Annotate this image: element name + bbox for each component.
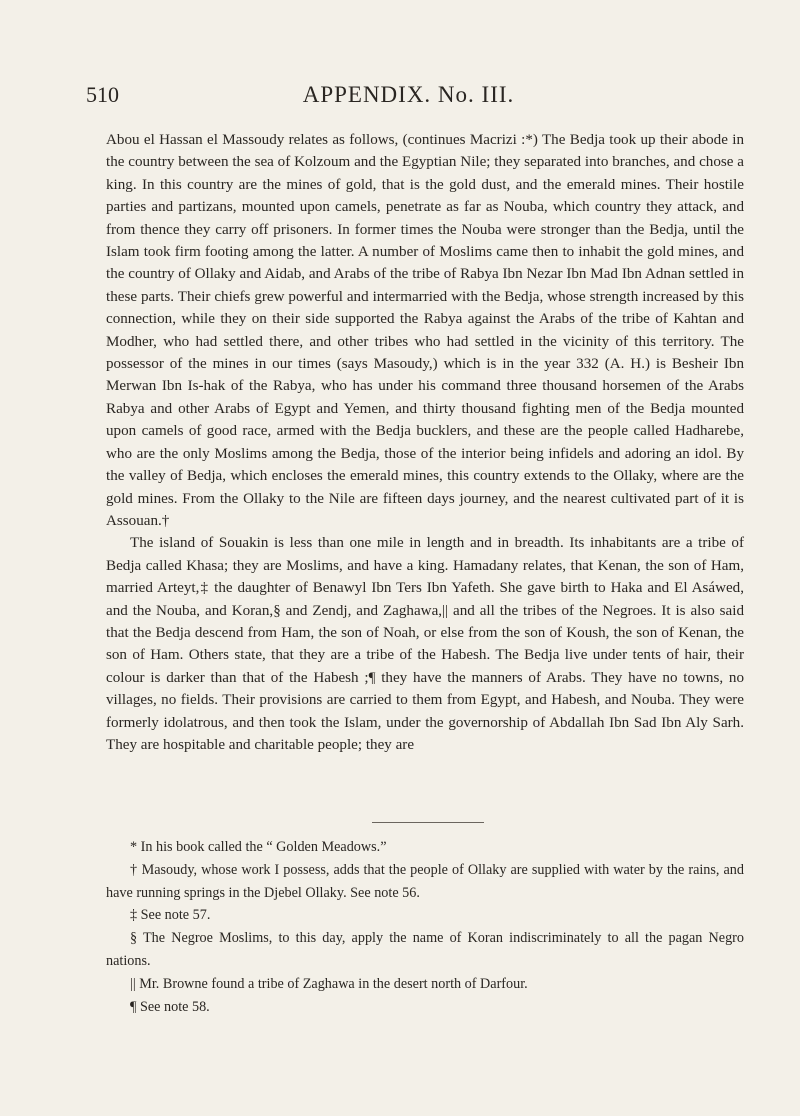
footnotes	[106, 836, 744, 1018]
page-header	[86, 82, 731, 116]
footnote: ‡ See note 57.	[130, 907, 211, 924]
footnote-rule	[372, 822, 484, 823]
footnote: † Masoudy, whose work I possess, adds that the people of Ollaky are supplied with water by the rains, and have running springs in the Djebel Ollaky. See note 56.	[106, 861, 744, 901]
page-number: 510	[86, 82, 119, 107]
main-text	[106, 129, 744, 756]
footnote: || Mr. Browne found a tribe of Zaghawa in the desert north of Darfour.	[130, 975, 528, 992]
paragraph-souakin: The island of Souakin is less than one mile in length and in breadth. Its inhabitants are a tribe of Bedja called Khasa; they are Moslims, and have a king. Hamadany relates, that Kenan, the son of Ham, married Arteyt,‡ the daughter of Benawyl Ibn Ters Ibn Yafeth. She gave birth to Haka and El Asáwed, and the Nouba, and Koran,§ and Zendj, and Zaghawa,|| and all the tribes of the Negroes. It is also said that the Bedja descend from Ham, the son of Noah, or else from the son of Koush, the son of Kenan, the son of Ham. Others state, that they are a tribe of the Habesh. The Bedja live under tents of hair, their colour is darker than that of the Habesh ;¶ they have the manners of Arabs. They have no towns, no villages, no fields. Their provisions are carried to them from Egypt, and Habesh, and Nouba. They were formerly idolatrous, and then took the Islam, under the governorship of Abdallah Ibn Sad Ibn Aly Sarh. They are hospitable and charitable people; they are	[106, 535, 744, 753]
footnote: ¶ See note 58.	[130, 998, 210, 1015]
running-head: APPENDIX. No. III.	[302, 82, 515, 107]
paragraph-massoudy: Abou el Hassan el Massoudy relates as follows, (continues Macrizi :*) The Bedja took up their abode in the country between the sea of Kolzoum and the Egyptian Nile; they separated into branches, and chose a king. In this country are the mines of gold, that is the gold dust, and the emerald mines. Their hostile parties and partizans, mounted upon camels, penetrate as far as Nouba, which country they attack, and from thence they carry off prisoners. In former times the Nouba were stronger than the Bedja, until the Islam took firm footing among the latter. A number of Moslims came then to inhabit the gold mines, and the country of Ollaky and Aidab, and Arabs of the tribe of Rabya Ibn Nezar Ibn Mad Ibn Adnan settled in these parts. Their chiefs grew powerful and intermarried with the Bedja, whose strength increased by this connection, while they on their side supported the Rabya against the Arabs of the tribe of Kahtan and Modher, who had settled there, and other tribes who had settled in the vicinity of this territory. The possessor of the mines in our times (says Masoudy,) which is in the year 332 (A. H.) is Besheir Ibn Merwan Ibn Is-hak of the Rabya, who has under his command three thousand horsemen of the Arabs Rabya and other Arabs of Egypt and Yemen, and thirty thousand fighting men of the Bedja mounted upon camels of good race, armed with the Bedja bucklers, and these are the people called Hadharebe, who are the only Moslims among the Bedja, those of the interior being infidels and adoring an idol. By the valley of Bedja, which encloses the emerald mines, this country extends to the Ollaky, where are the gold mines. From the Ollaky to the Nile are fifteen days journey, and the nearest cultivated part of it is Assouan.†	[106, 132, 744, 529]
footnote: * In his book called the “ Golden Meadows.”	[130, 839, 387, 855]
footnote: § The Negroe Moslims, to this day, apply the name of Koran indiscriminately to all the pagan Negro nations.	[106, 930, 744, 969]
